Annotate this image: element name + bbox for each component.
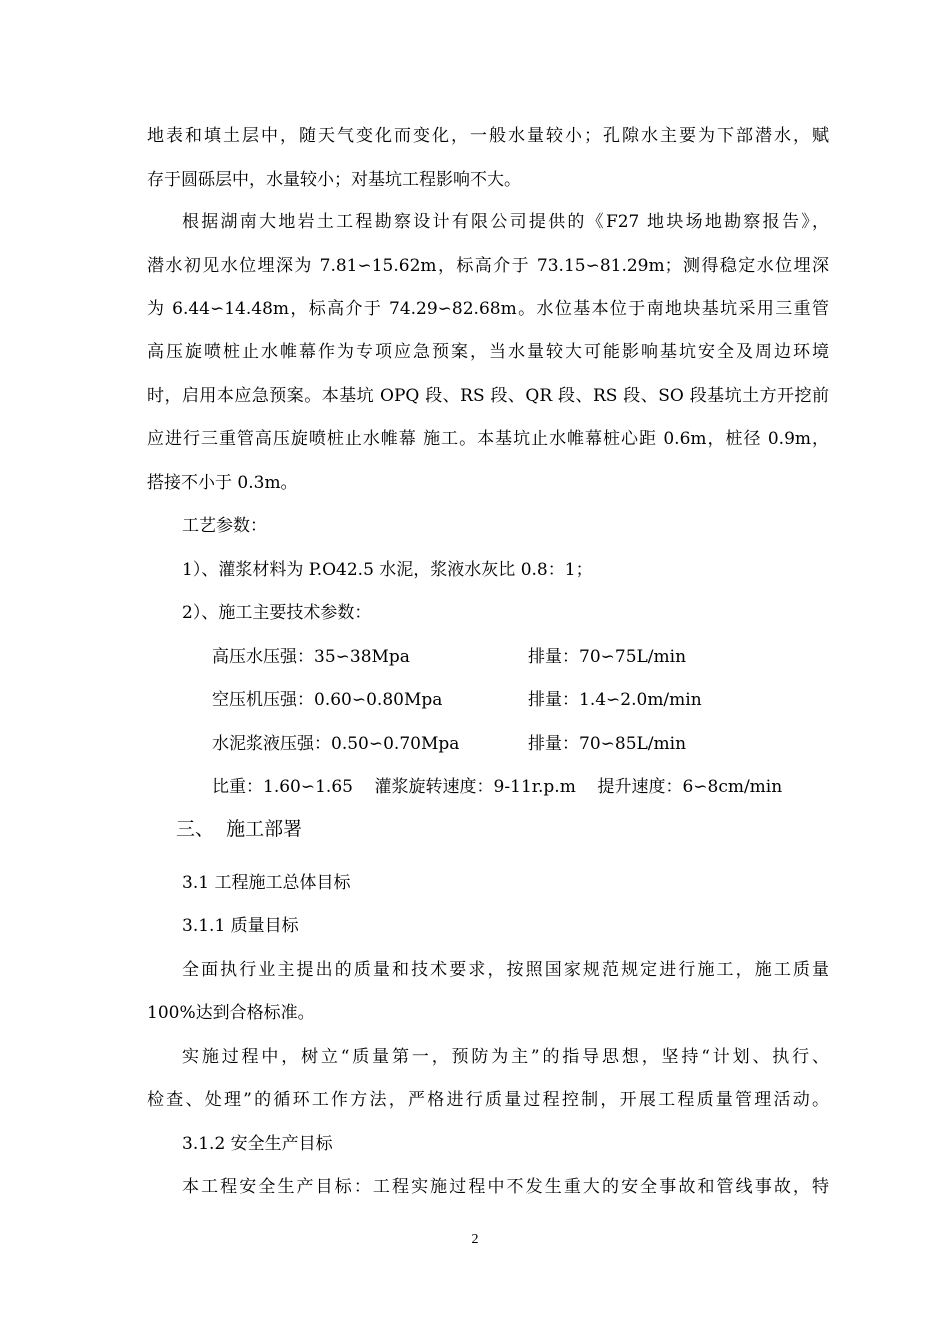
param-flow: 排量：1.4∽2.0m/min: [528, 690, 702, 710]
param-last-row: 比重：1.60∽1.65 灌浆旋转速度：9-11r.p.m 提升速度：6∽8cm/min: [212, 777, 783, 797]
paragraph-2-line-5: 时，启用本应急预案。本基坑 OPQ 段、RS 段、QR 段、RS 段、SO 段基坑土方开挖前: [147, 386, 829, 406]
safety-paragraph-line-1: 本工程安全生产目标：工程实施过程中不发生重大的安全事故和管线事故，特: [182, 1177, 829, 1197]
process-params-heading: 工艺参数：: [182, 516, 267, 536]
page-number: 2: [471, 1232, 479, 1247]
section-3-1-2-heading: 3.1.2 安全生产目标: [182, 1134, 333, 1154]
paragraph-2-line-1: 根据湖南大地岩土工程勘察设计有限公司提供的《F27 地块场地勘察报告》，: [182, 212, 829, 232]
section-3-1-heading: 3.1 工程施工总体目标: [182, 873, 351, 893]
process-params-item-1: 1）、灌浆材料为 P.O42.5 水泥，浆液水灰比 0.8：1；: [182, 560, 593, 580]
paragraph-1-line-1: 地表和填土层中，随天气变化而变化，一般水量较小；孔隙水主要为下部潜水，赋: [147, 126, 829, 146]
paragraph-2-line-4: 高压旋喷桩止水帷幕作为专项应急预案，当水量较大可能影响基坑安全及周边环境: [147, 342, 829, 362]
section-3-heading: 三、 施工部署: [176, 818, 303, 840]
param-row: [0, 688, 950, 712]
quality-paragraph-1-line-1: 全面执行业主提出的质量和技术要求，按照国家规范规定进行施工，施工质量: [182, 960, 829, 980]
param-label: 水泥浆液压强：0.50∽0.70Mpa: [212, 734, 460, 754]
param-flow: 排量：70∽75L/min: [528, 647, 687, 667]
paragraph-2-line-2: 潜水初见水位埋深为 7.81∽15.62m，标高介于 73.15∽81.29m；测得稳定水位埋深: [147, 256, 829, 276]
paragraph-2-line-7: 搭接不小于 0.3m。: [147, 473, 298, 493]
process-params-item-2: 2）、施工主要技术参数：: [182, 603, 372, 623]
param-label: 空压机压强：0.60∽0.80Mpa: [212, 690, 443, 710]
paragraph-2-line-6: 应进行三重管高压旋喷桩止水帷幕 施工。本基坑止水帷幕桩心距 0.6m，桩径 0.9m，: [147, 429, 829, 449]
param-row: [0, 645, 950, 669]
quality-paragraph-2-line-2: 检查、处理”的循环工作方法，严格进行质量过程控制，开展工程质量管理活动。: [147, 1090, 829, 1110]
paragraph-2-line-3: 为 6.44∽14.48m，标高介于 74.29∽82.68m。水位基本位于南地块基坑采用三重管: [147, 299, 829, 319]
quality-paragraph-1-line-2: 100%达到合格标准。: [147, 1003, 315, 1023]
param-flow: 排量：70∽85L/min: [528, 734, 687, 754]
param-label: 高压水压强：35∽38Mpa: [212, 647, 410, 667]
paragraph-1-line-2: 存于圆砾层中，水量较小；对基坑工程影响不大。: [147, 170, 521, 190]
param-row: [0, 732, 950, 756]
section-3-1-1-heading: 3.1.1 质量目标: [182, 916, 299, 936]
quality-paragraph-2-line-1: 实施过程中，树立“质量第一，预防为主”的指导思想，坚持“计划、执行、: [182, 1047, 829, 1067]
